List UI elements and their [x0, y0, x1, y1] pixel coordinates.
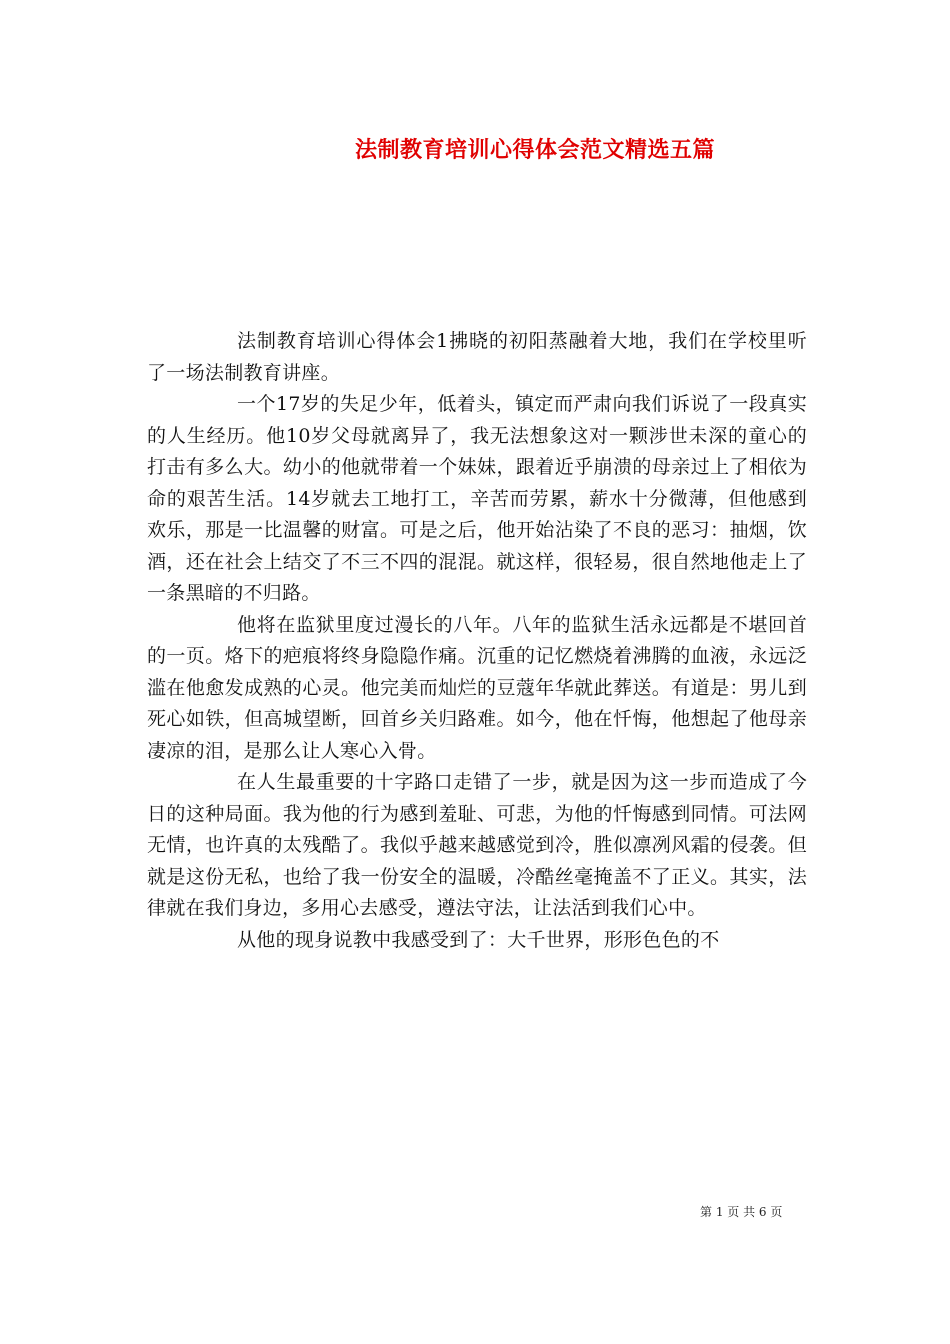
paragraph-2: 一个17岁的失足少年，低着头，镇定而严肃向我们诉说了一段真实的人生经历。他10岁父母就离异了，我无法想象这对一颗涉世未深的童心的打击有多么大。幼小的他就带着一个妹妹，跟着近乎崩溃的母亲过上了相依为命的艰苦生活。14岁就去工地打工，辛苦而劳累，薪水十分微薄，但他感到欢乐，那是一比温馨的财富。可是之后，他开始沾染了不良的恶习：抽烟，饮酒，还在社会上结交了不三不四的混混。就这样，很轻易，很自然地他走上了一条黑暗的不归路。	[147, 393, 807, 604]
document-body	[147, 326, 807, 956]
paragraph-5: 从他的现身说教中我感受到了：大千世界，形形色色的不	[237, 928, 720, 951]
page-footer: 第 1 页 共 6 页	[700, 1205, 783, 1219]
document-title: 法制教育培训心得体会范文精选五篇	[354, 137, 715, 163]
paragraph-4: 在人生最重要的十字路口走错了一步，就是因为这一步而造成了今日的这种局面。我为他的行为感到羞耻、可悲，为他的忏悔感到同情。可法网无情，也许真的太残酷了。我似乎越来越感觉到冷，胜似凛冽风霜的侵袭。但就是这份无私，也给了我一份安全的温暖，冷酷丝毫掩盖不了正义。其实，法律就在我们身边，多用心去感受，遵法守法，让法活到我们心中。	[147, 771, 807, 919]
paragraph-3: 他将在监狱里度过漫长的八年。八年的监狱生活永远都是不堪回首的一页。烙下的疤痕将终身隐隐作痛。沉重的记忆燃烧着沸腾的血液，永远泛滥在他愈发成熟的心灵。他完美而灿烂的豆蔻年华就此葬送。有道是：男儿到死心如铁，但高城望断，回首乡关归路难。如今，他在忏悔，他想起了他母亲凄凉的泪，是那么让人寒心入骨。	[147, 613, 807, 762]
paragraph-1: 法制教育培训心得体会1拂晓的初阳蒸融着大地，我们在学校里听了一场法制教育讲座。	[147, 330, 807, 384]
